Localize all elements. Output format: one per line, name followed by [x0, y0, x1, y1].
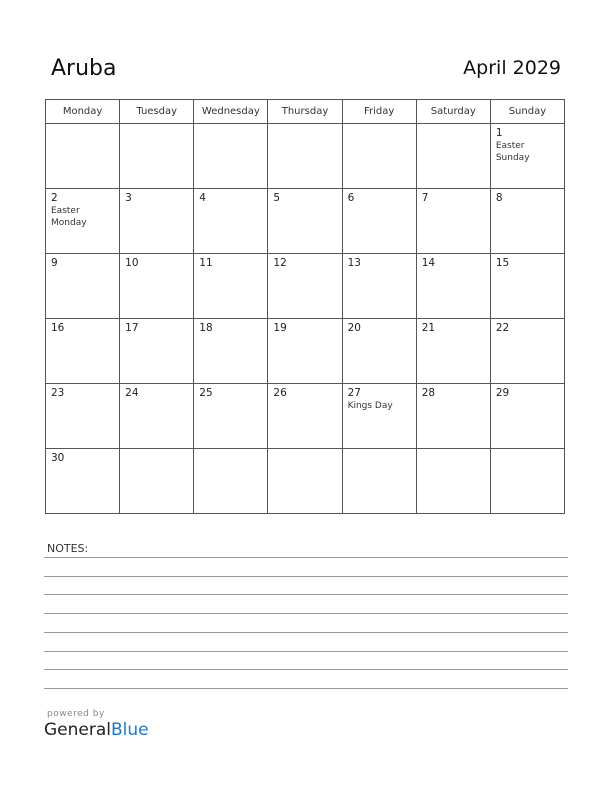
day-cell [342, 189, 416, 254]
brand-footer [44, 709, 149, 740]
weekday-wednesday: Wednesday [194, 100, 268, 124]
day-cell [342, 319, 416, 384]
day-number [343, 449, 416, 452]
day-cell [46, 319, 120, 384]
day-number: 21 [421, 322, 436, 334]
day-cell [416, 319, 490, 384]
day-cell [194, 254, 268, 319]
day-number: 7 [421, 192, 429, 204]
weekday-thursday: Thursday [268, 100, 342, 124]
day-cell [46, 189, 120, 254]
day-cell [194, 189, 268, 254]
day-number [417, 124, 490, 127]
day-number: 22 [495, 322, 510, 334]
day-number [268, 124, 341, 127]
day-cell [268, 124, 342, 189]
day-number: 24 [125, 387, 139, 399]
note-line [44, 632, 568, 633]
day-number [491, 449, 564, 452]
day-number: 29 [495, 387, 510, 399]
day-cell [342, 384, 416, 449]
holiday-label: Easter Sunday [495, 141, 530, 163]
day-cell [268, 254, 342, 319]
holiday-label: Kings Day [347, 401, 393, 411]
day-number: 6 [347, 192, 355, 204]
day-number: 27 [347, 387, 361, 399]
weekday-header-row [46, 100, 565, 124]
brand-name-blue: Blue [111, 720, 149, 740]
day-number: 8 [495, 192, 503, 204]
week-row [46, 384, 565, 449]
day-cell [490, 319, 564, 384]
note-line [44, 557, 568, 558]
day-number: 5 [273, 192, 281, 204]
day-cell [194, 384, 268, 449]
holiday-label: Easter Monday [51, 206, 87, 228]
day-number: 4 [199, 192, 206, 204]
day-number: 26 [273, 387, 287, 399]
day-cell [120, 189, 194, 254]
day-number [417, 449, 490, 452]
day-number: 25 [199, 387, 213, 399]
day-number [194, 124, 267, 127]
day-cell [268, 189, 342, 254]
day-cell [120, 449, 194, 514]
day-cell [120, 124, 194, 189]
weekday-monday: Monday [46, 100, 120, 124]
day-cell [268, 384, 342, 449]
day-cell [194, 319, 268, 384]
week-row [46, 124, 565, 189]
day-cell [120, 254, 194, 319]
week-row [46, 189, 565, 254]
day-cell [416, 254, 490, 319]
day-cell [342, 449, 416, 514]
day-number: 23 [51, 387, 65, 399]
day-number: 18 [199, 322, 213, 334]
weekday-tuesday: Tuesday [120, 100, 194, 124]
day-number: 1 [495, 127, 503, 139]
week-row [46, 319, 565, 384]
day-cell [46, 124, 120, 189]
day-number: 11 [199, 257, 213, 269]
day-number: 3 [125, 192, 132, 204]
day-number: 17 [125, 322, 139, 334]
day-cell [268, 319, 342, 384]
day-cell [490, 384, 564, 449]
day-cell [416, 449, 490, 514]
day-cell [490, 254, 564, 319]
day-number: 9 [51, 257, 58, 269]
day-cell [194, 124, 268, 189]
day-number [46, 124, 119, 127]
note-line [44, 613, 568, 614]
day-number: 20 [347, 322, 361, 334]
note-line [44, 688, 568, 689]
day-number: 10 [125, 257, 139, 269]
day-number: 19 [273, 322, 287, 334]
day-cell [46, 449, 120, 514]
brand-name-general: General [44, 720, 111, 740]
day-number [120, 449, 193, 452]
powered-by-text: powered by [47, 709, 105, 719]
day-cell [416, 384, 490, 449]
week-row [46, 254, 565, 319]
month-year-title: April 2029 [463, 57, 561, 79]
day-cell [120, 384, 194, 449]
day-number: 14 [421, 257, 436, 269]
day-number [194, 449, 267, 452]
day-cell [490, 189, 564, 254]
day-number: 13 [347, 257, 361, 269]
week-row [46, 449, 565, 514]
day-number: 16 [51, 322, 65, 334]
weekday-saturday: Saturday [416, 100, 490, 124]
calendar-body [46, 124, 565, 514]
note-line [44, 651, 568, 652]
day-number: 30 [51, 452, 65, 464]
day-cell [268, 449, 342, 514]
day-cell [194, 449, 268, 514]
day-number [268, 449, 341, 452]
note-line [44, 576, 568, 577]
day-number: 28 [421, 387, 436, 399]
day-number: 15 [495, 257, 510, 269]
calendar-grid [45, 99, 565, 514]
note-line [44, 594, 568, 595]
day-cell [416, 189, 490, 254]
day-number: 2 [51, 192, 58, 204]
note-line [44, 669, 568, 670]
day-cell [490, 124, 564, 189]
day-cell [490, 449, 564, 514]
day-cell [46, 254, 120, 319]
weekday-sunday: Sunday [490, 100, 564, 124]
day-cell [46, 384, 120, 449]
notes-label: NOTES: [47, 542, 89, 555]
day-cell [416, 124, 490, 189]
day-cell [342, 254, 416, 319]
brand-logo [44, 720, 149, 740]
day-cell [342, 124, 416, 189]
day-number: 12 [273, 257, 287, 269]
day-cell [120, 319, 194, 384]
country-title: Aruba [51, 56, 117, 81]
day-number [120, 124, 193, 127]
day-number [343, 124, 416, 127]
weekday-friday: Friday [342, 100, 416, 124]
